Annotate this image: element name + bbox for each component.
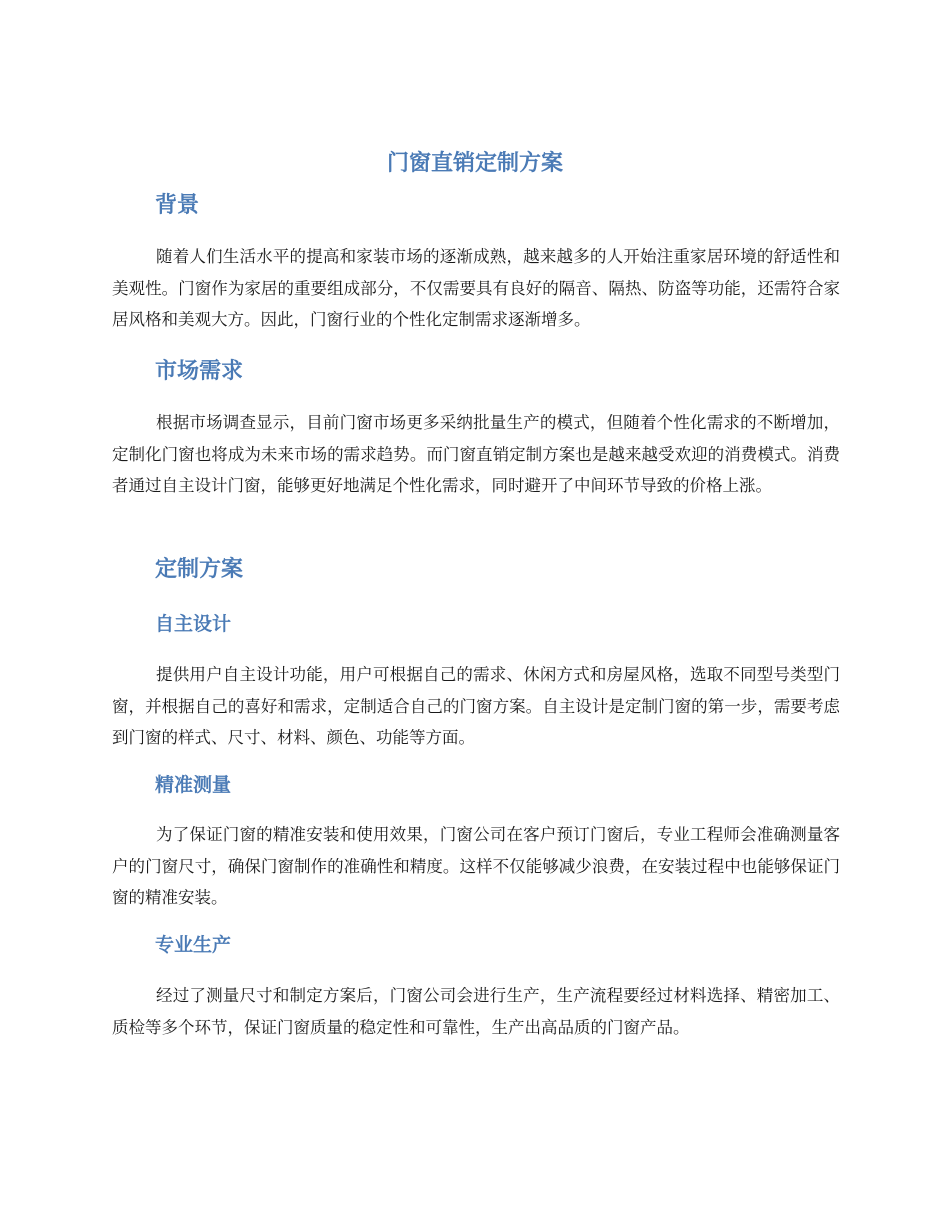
paragraph-market-demand: 根据市场调查显示，目前门窗市场更多采纳批量生产的模式，但随着个性化需求的不断增加，定制化门窗也将成为未来市场的需求趋势。而门窗直销定制方案也是越来越受欢迎的消费模式。消费者通过自主设计门窗，能够更好地满足个性化需求，同时避开了中间环节导致的价格上涨。 [112,413,840,495]
subsection-heading-self-design: 自主设计 [155,613,232,635]
section-heading-market-demand: 市场需求 [155,359,244,384]
paragraph-background: 随着人们生活水平的提高和家装市场的逐渐成熟，越来越多的人开始注重家居环境的舒适性和美观性。门窗作为家居的重要组成部分，不仅需要具有良好的隔音、隔热、防盗等功能，还需符合家居风格和美观大方。因此，门窗行业的个性化定制需求逐渐增多。 [112,247,840,329]
paragraph-professional-production: 经过了测量尺寸和制定方案后，门窗公司会进行生产，生产流程要经过材料选择、精密加工、质检等多个环节，保证门窗质量的稳定性和可靠性，生产出高品质的门窗产品。 [112,986,840,1037]
paragraph-self-design: 提供用户自主设计功能，用户可根据自己的需求、休闲方式和房屋风格，选取不同型号类型门窗，并根据自己的喜好和需求，定制适合自己的门窗方案。自主设计是定制门窗的第一步，需要考虑到门窗的样式、尺寸、材料、颜色、功能等方面。 [112,665,840,747]
section-heading-background: 背景 [155,193,200,218]
paragraph-precise-measurement: 为了保证门窗的精准安装和使用效果，门窗公司在客户预订门窗后，专业工程师会准确测量客户的门窗尺寸，确保门窗制作的准确性和精度。这样不仅能够减少浪费，在安装过程中也能够保证门窗的精准安装。 [112,825,840,907]
subsection-heading-professional-production: 专业生产 [155,934,232,956]
subsection-heading-precise-measurement: 精准测量 [155,774,232,796]
document-title: 门窗直销定制方案 [386,151,563,176]
section-heading-custom-plan: 定制方案 [155,557,244,582]
